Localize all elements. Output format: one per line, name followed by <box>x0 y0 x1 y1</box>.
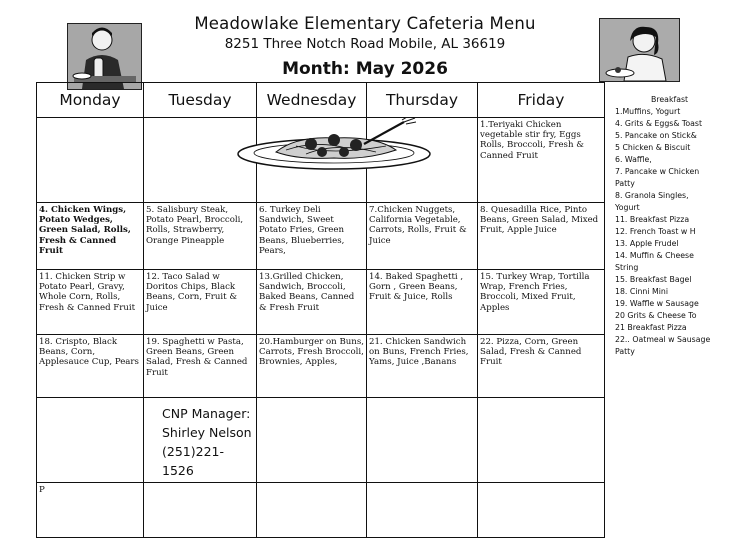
week-row <box>37 270 605 335</box>
list-item: 4. Grits & Eggs& Toast <box>615 119 703 128</box>
day-cell <box>144 483 257 538</box>
day-cell <box>478 483 605 538</box>
day-cell <box>367 398 478 483</box>
list-item: 5. Pancake on Stick& <box>615 131 697 140</box>
day-cell: 12. Taco Salad w Doritos Chips, Black Beans, Corn, Fruit & Juice <box>144 270 257 335</box>
day-cell: 22. Pizza, Corn, Green Salad, Fresh & Canned Fruit <box>478 335 605 398</box>
day-cell: 4. Chicken Wings, Potato Wedges, Green Salad, Rolls, Fresh & Canned Fruit <box>37 203 144 270</box>
list-item: 6. Waffle, <box>615 155 652 164</box>
day-cell: 13.Grilled Chicken, Sandwich, Broccoli, Baked Beans, Canned & Fresh Fruit <box>257 270 367 335</box>
day-cell: 8. Quesadilla Rice, Pinto Beans, Green Salad, Mixed Fruit, Apple Juice <box>478 203 605 270</box>
manager-cell <box>144 398 257 483</box>
day-cell: 5. Salisbury Steak, Potato Pearl, Broccoli, Rolls, Strawberry, Orange Pineapple <box>144 203 257 270</box>
day-cell: 19. Spaghetti w Pasta, Green Beans, Green Salad, Fresh & Canned Fruit <box>144 335 257 398</box>
manager-phone: (251)221-1526 <box>162 444 224 478</box>
girl-eating-image <box>599 18 680 82</box>
list-item: 22.. Oatmeal w Sausage Patty <box>615 335 711 356</box>
day-header-friday: Friday <box>478 83 605 118</box>
day-cell <box>257 398 367 483</box>
day-cell <box>37 118 144 203</box>
day-cell: 15. Turkey Wrap, Tortilla Wrap, French Fries, Broccoli, Mixed Fruit, Apples <box>478 270 605 335</box>
day-cell: 21. Chicken Sandwich on Buns, French Fries, Yams, Juice ,Banans <box>367 335 478 398</box>
manager-name: Shirley Nelson <box>162 425 252 440</box>
day-cell <box>367 483 478 538</box>
list-item: 8. Granola Singles, Yogurt <box>615 191 689 212</box>
day-header-thursday: Thursday <box>367 83 478 118</box>
day-header-monday: Monday <box>37 83 144 118</box>
breakfast-heading: Breakfast <box>651 95 689 104</box>
list-item: 19. Waffle w Sausage <box>615 299 699 308</box>
list-item: 15. Breakfast Bagel <box>615 275 692 284</box>
day-cell: 20.Hamburger on Buns, Carrots, Fresh Broccoli, Brownies, Apples, <box>257 335 367 398</box>
menu-month: Month: May 2026 <box>282 59 448 79</box>
week-row <box>37 203 605 270</box>
day-cell: 6. Turkey Deli Sandwich, Sweet Potato Fries, Green Beans, Blueberries, Pears, <box>257 203 367 270</box>
spaghetti-plate-image <box>236 118 436 173</box>
weekday-header-row <box>37 83 605 118</box>
day-header-tuesday: Tuesday <box>144 83 257 118</box>
list-item: 13. Apple Frudel <box>615 239 679 248</box>
day-cell: 11. Chicken Strip w Potato Pearl, Gravy, Whole Corn, Rolls, Fresh & Canned Fruit <box>37 270 144 335</box>
breakfast-menu <box>615 94 750 358</box>
list-item: 18. Cinni Mini <box>615 287 669 296</box>
list-item: 14. Muffin & Cheese String <box>615 251 694 272</box>
list-item: 21 Breakfast Pizza <box>615 323 687 332</box>
list-item: 1.Muffins, Yogurt <box>615 107 681 116</box>
boy-eating-image <box>67 23 142 90</box>
list-item: 11. Breakfast Pizza <box>615 215 690 224</box>
breakfast-list <box>615 106 750 358</box>
day-cell <box>257 483 367 538</box>
manager-label: CNP Manager: <box>162 406 251 421</box>
list-item: 5 Chicken & Biscuit <box>615 143 691 152</box>
day-header-wednesday: Wednesday <box>257 83 367 118</box>
list-item: 20 Grits & Cheese To <box>615 311 697 320</box>
day-cell: 7.Chicken Nuggets, California Vegetable, Carrots, Rolls, Fruit & Juice <box>367 203 478 270</box>
week-row <box>37 398 605 483</box>
list-item: 12. French Toast w H <box>615 227 696 236</box>
week-row <box>37 483 605 538</box>
day-cell: 14. Baked Spaghetti , Gorn , Green Beans, Fruit & Juice, Rolls <box>367 270 478 335</box>
menu-title: Meadowlake Elementary Cafeteria Menu <box>194 14 536 33</box>
day-cell: P <box>37 483 144 538</box>
week-row <box>37 335 605 398</box>
day-cell <box>37 398 144 483</box>
school-address: 8251 Three Notch Road Mobile, AL 36619 <box>224 36 506 52</box>
list-item: 7. Pancake w Chicken Patty <box>615 167 700 188</box>
day-cell: 1.Teriyaki Chicken vegetable stir fry, Eggs Rolls, Broccoli, Fresh & Canned Fruit <box>478 118 605 203</box>
day-cell: 18. Crispto, Black Beans, Corn, Applesauce Cup, Pears <box>37 335 144 398</box>
day-cell <box>478 398 605 483</box>
